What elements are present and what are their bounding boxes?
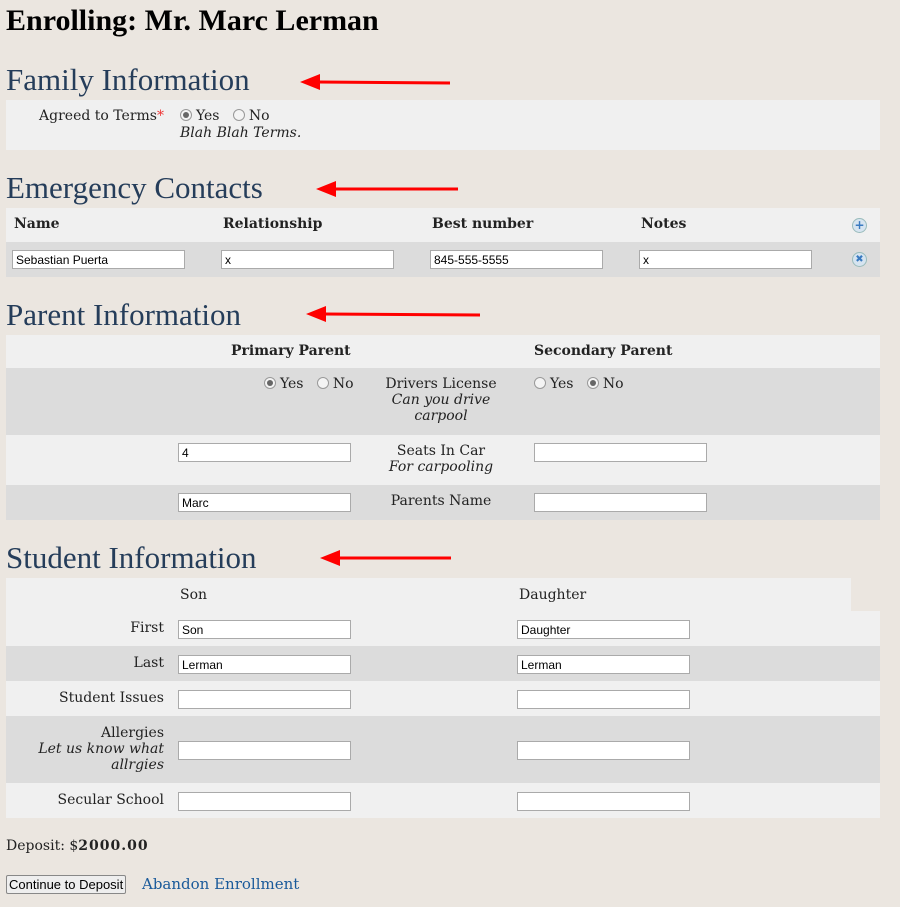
parents-name-label: Parents Name xyxy=(390,493,492,509)
drivers-license-label: Drivers License Can you drive carpool xyxy=(385,376,497,424)
parent-header-row xyxy=(6,335,880,368)
son-column-header: Son xyxy=(180,587,208,603)
son-school-input[interactable] xyxy=(178,792,351,811)
secondary-seats-input[interactable] xyxy=(534,443,707,462)
daughter-allergies-input[interactable] xyxy=(517,741,690,760)
daughter-last-input[interactable] xyxy=(517,655,690,674)
page-title: Enrolling: Mr. Marc Lerman xyxy=(6,4,379,37)
primary-license-yes-radio[interactable]: Yes xyxy=(264,376,304,392)
contact-relationship-input[interactable] xyxy=(221,250,394,269)
emergency-heading: Emergency Contacts xyxy=(6,170,263,205)
student-heading: Student Information xyxy=(6,540,257,575)
primary-parent-header: Primary Parent xyxy=(231,343,351,359)
first-label: First xyxy=(130,620,164,636)
agreed-no-radio[interactable]: No xyxy=(233,108,270,124)
remove-contact-icon[interactable]: ✖ xyxy=(852,252,867,267)
arrow-icon xyxy=(306,306,480,322)
secondary-parent-header: Secondary Parent xyxy=(534,343,673,359)
deposit-line: Deposit: $2000.00 xyxy=(6,838,149,854)
contact-name-input[interactable] xyxy=(12,250,185,269)
last-label: Last xyxy=(133,655,164,671)
terms-note: Blah Blah Terms. xyxy=(180,125,302,141)
seats-label: Seats In Car For carpooling xyxy=(388,443,494,475)
issues-label: Student Issues xyxy=(59,690,164,706)
daughter-issues-input[interactable] xyxy=(517,690,690,709)
primary-license-no-radio[interactable]: No xyxy=(317,376,354,392)
contact-notes-input[interactable] xyxy=(639,250,812,269)
agreed-radio-group xyxy=(180,108,270,124)
secondary-license-no-radio[interactable]: No xyxy=(587,376,624,392)
arrow-icon xyxy=(300,74,450,90)
daughter-first-input[interactable] xyxy=(517,620,690,639)
family-heading: Family Information xyxy=(6,62,250,97)
agreed-label: Agreed to Terms* xyxy=(39,108,164,124)
continue-to-deposit-button[interactable]: Continue to Deposit xyxy=(6,875,126,894)
secondary-license-radios xyxy=(534,376,624,392)
col-relationship: Relationship xyxy=(223,216,323,232)
son-first-input[interactable] xyxy=(178,620,351,639)
daughter-school-input[interactable] xyxy=(517,792,690,811)
col-notes: Notes xyxy=(641,216,687,232)
allergies-label: Allergies Let us know what allrgies xyxy=(38,725,164,773)
arrow-icon xyxy=(320,550,451,566)
agreed-yes-radio[interactable]: Yes xyxy=(180,108,220,124)
primary-name-input[interactable] xyxy=(178,493,351,512)
arrow-icon xyxy=(316,181,458,197)
son-last-input[interactable] xyxy=(178,655,351,674)
abandon-enrollment-link[interactable]: Abandon Enrollment xyxy=(142,875,300,893)
col-best-number: Best number xyxy=(432,216,534,232)
secondary-name-input[interactable] xyxy=(534,493,707,512)
son-allergies-input[interactable] xyxy=(178,741,351,760)
add-contact-icon[interactable]: + xyxy=(852,218,867,233)
contact-number-input[interactable] xyxy=(430,250,603,269)
student-header-row xyxy=(6,578,851,611)
parent-heading: Parent Information xyxy=(6,297,242,332)
primary-seats-input[interactable] xyxy=(178,443,351,462)
daughter-column-header: Daughter xyxy=(519,587,587,603)
deposit-amount: 2000.00 xyxy=(78,838,149,854)
col-name: Name xyxy=(14,216,60,232)
school-label: Secular School xyxy=(57,792,164,808)
son-issues-input[interactable] xyxy=(178,690,351,709)
primary-license-radios xyxy=(264,376,354,392)
secondary-license-yes-radio[interactable]: Yes xyxy=(534,376,574,392)
